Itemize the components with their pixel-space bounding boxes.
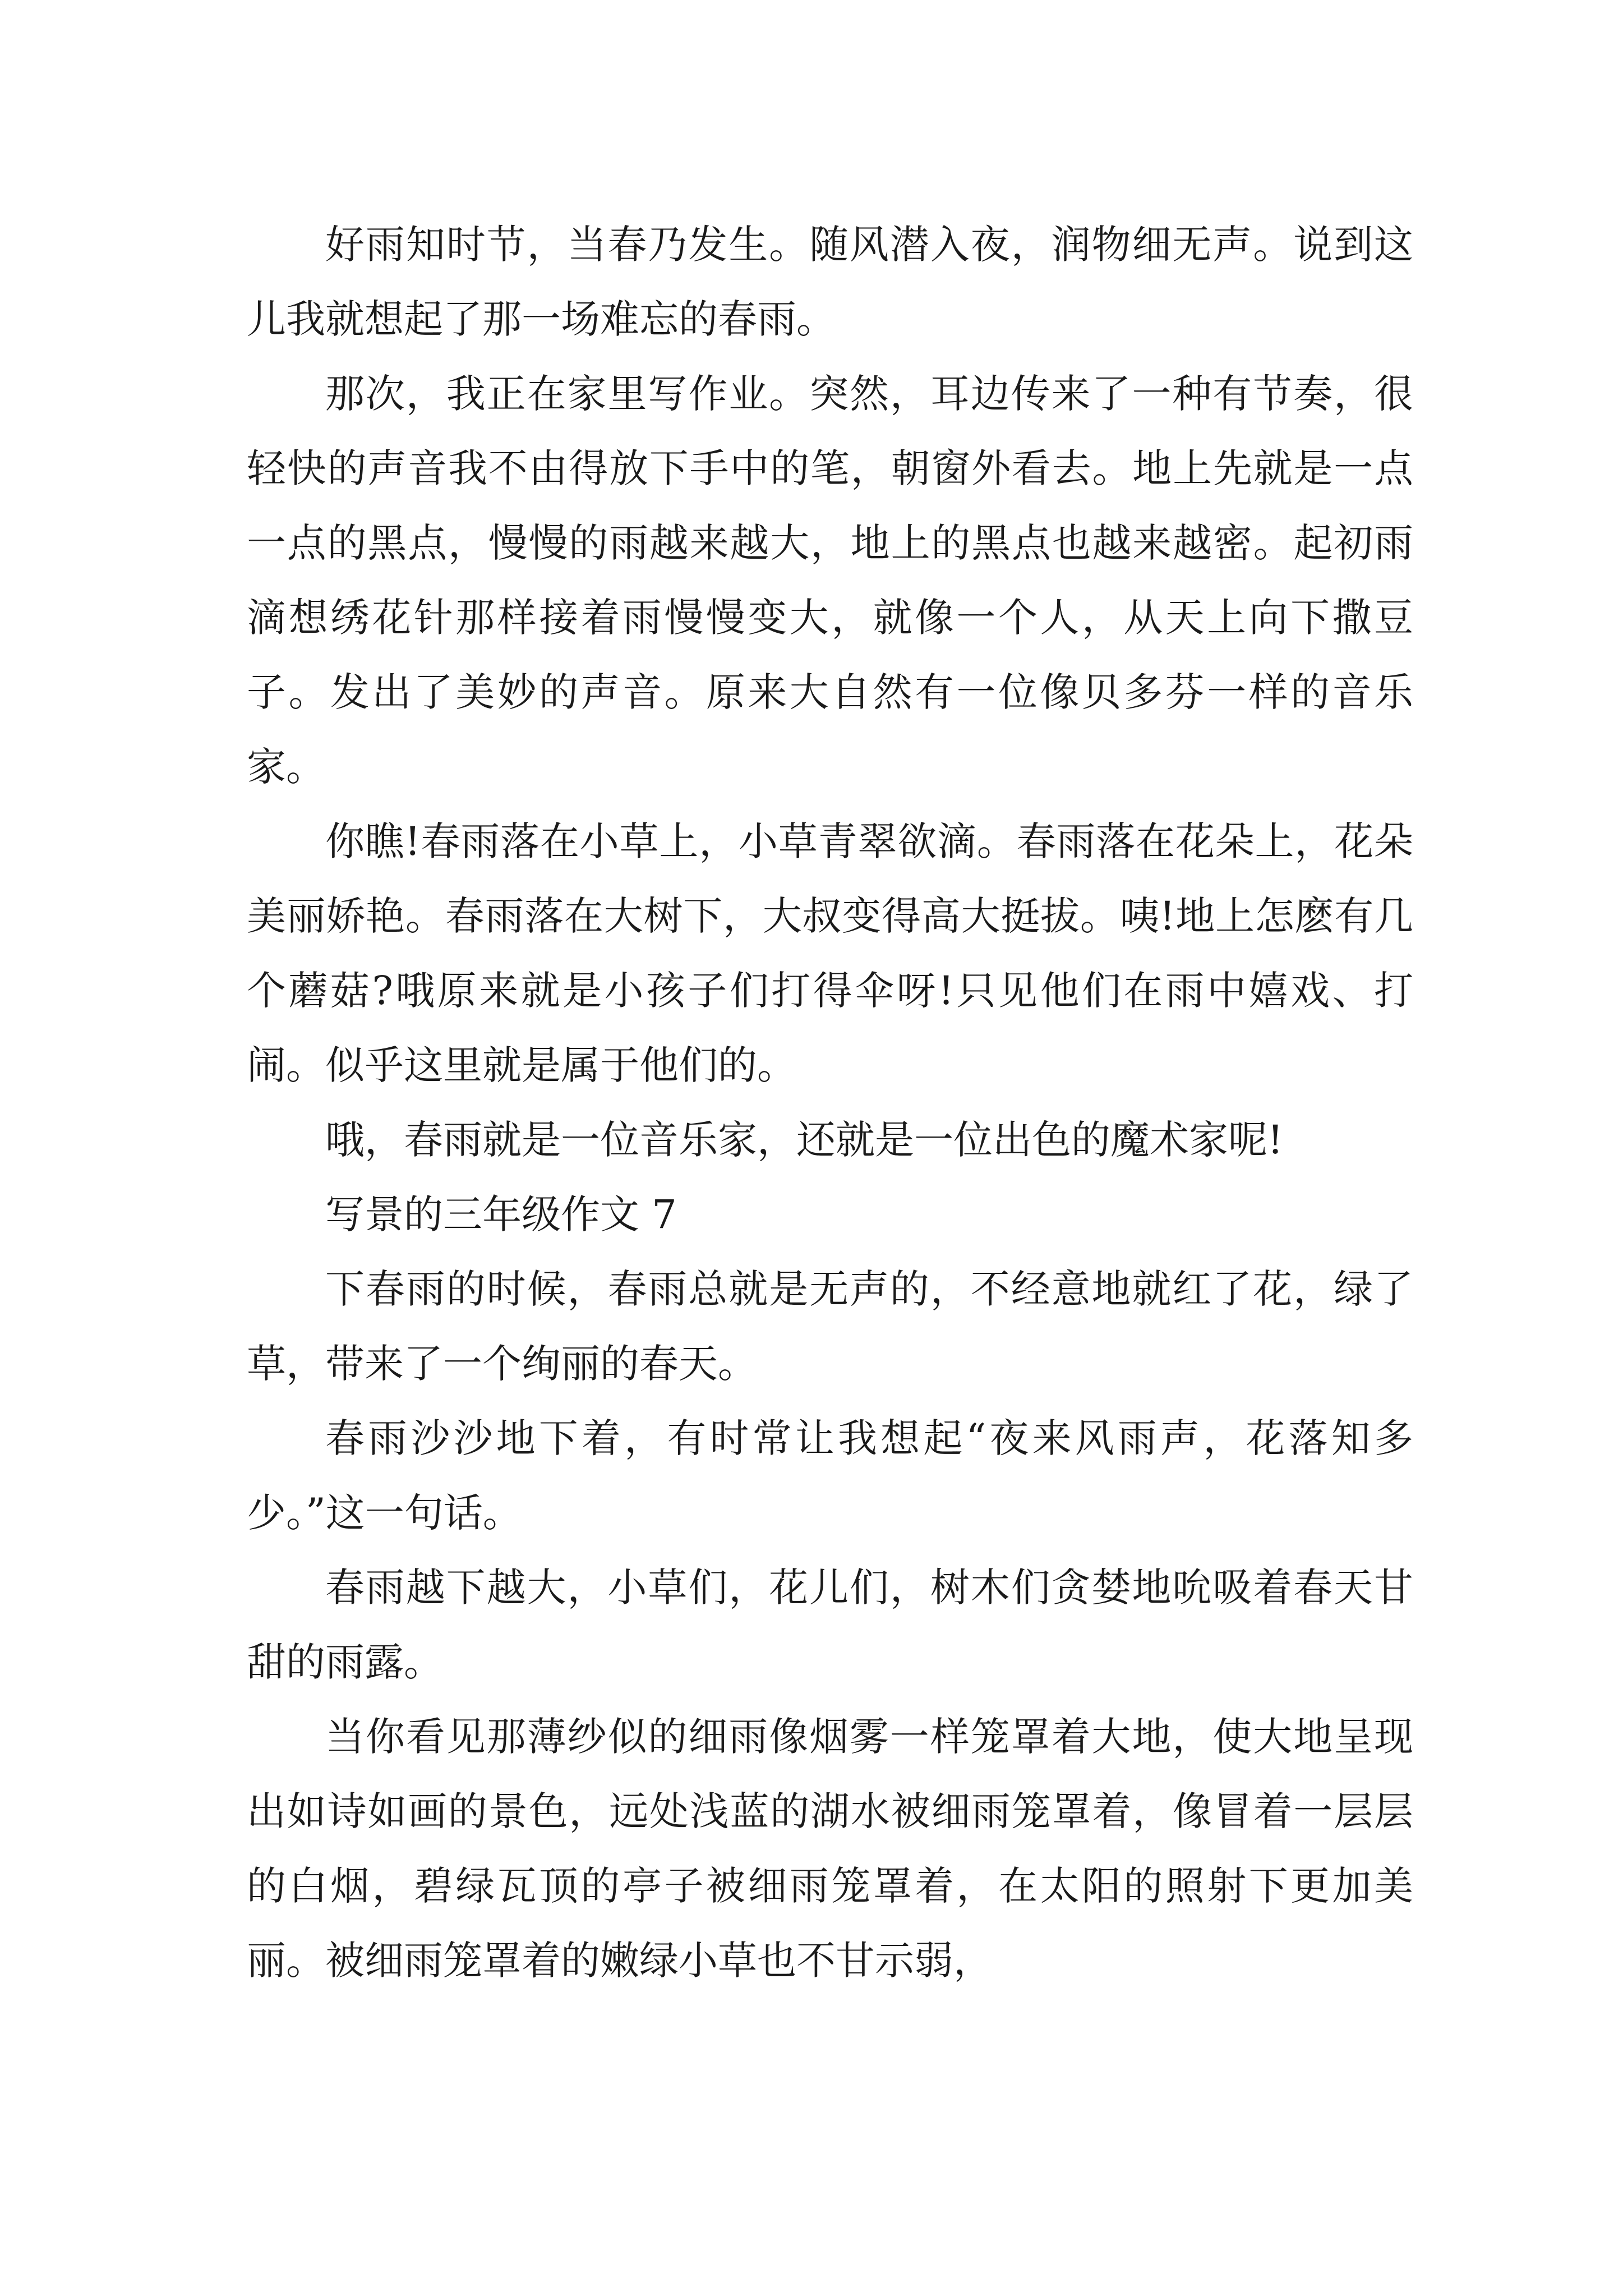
section-heading: 写景的三年级作文 7	[325, 1191, 677, 1237]
paragraph-7: 春雨沙沙地下着，有时常让我想起“夜来风雨声，花落知多少。”这一句话。	[247, 1415, 1413, 1536]
document-body	[247, 208, 1413, 1998]
paragraph-6: 下春雨的时候，春雨总就是无声的，不经意地就红了花，绿了草，带来了一个绚丽的春天。	[247, 1266, 1413, 1387]
paragraph-3: 你瞧!春雨落在小草上，小草青翠欲滴。春雨落在花朵上，花朵美丽娇艳。春雨落在大树下，大叔变得高大挺拔。咦!地上怎麽有几个蘑菇?哦原来就是小孩子们打得伞呀!只见他们在雨中嬉戏、打闹。似乎这里就是属于他们的。	[247, 818, 1413, 1088]
paragraph-1: 好雨知时节，当春乃发生。随风潜入夜，润物细无声。说到这儿我就想起了那一场难忘的春雨。	[247, 222, 1413, 342]
paragraph-2: 那次，我正在家里写作业。突然，耳边传来了一种有节奏，很轻快的声音我不由得放下手中的笔，朝窗外看去。地上先就是一点一点的黑点，慢慢的雨越来越大，地上的黑点也越来越密。起初雨滴想绣花针那样接着雨慢慢变大，就像一个人，从天上向下撒豆子。发出了美妙的声音。原来大自然有一位像贝多芬一样的音乐家。	[247, 371, 1413, 790]
paragraph-8: 春雨越下越大，小草们，花儿们，树木们贪婪地吮吸着春天甘甜的雨露。	[247, 1565, 1413, 1685]
paragraph-4: 哦，春雨就是一位音乐家，还就是一位出色的魔术家呢!	[325, 1117, 1284, 1163]
paragraph-9: 当你看见那薄纱似的细雨像烟雾一样笼罩着大地，使大地呈现出如诗如画的景色，远处浅蓝的湖水被细雨笼罩着，像冒着一层层的白烟，碧绿瓦顶的亭子被细雨笼罩着，在太阳的照射下更加美丽。被细雨笼罩着的嫩绿小草也不甘示弱，	[247, 1714, 1413, 1984]
